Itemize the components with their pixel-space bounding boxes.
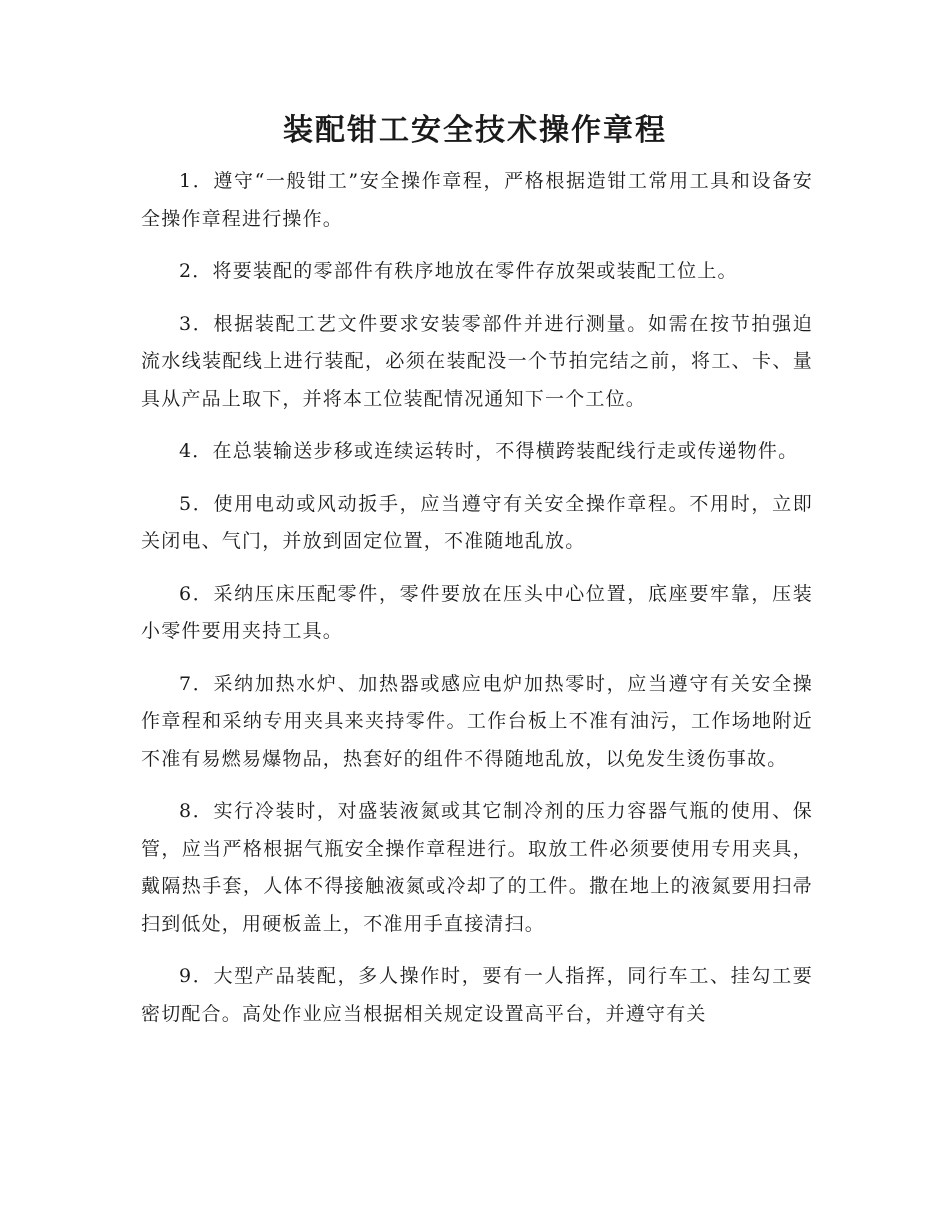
paragraph-1: 1．遵守“一般钳工”安全操作章程，严格根据造钳工常用工具和设备安全操作章程进行操作。 (141, 170, 813, 230)
document-title: 装配钳工安全技术操作章程 (283, 113, 667, 148)
paragraph-7: 7．采纳加热水炉、加热器或感应电炉加热零时，应当遵守有关安全操作章程和采纳专用夹具来夹持零件。工作台板上不准有油污，工作场地附近不准有易燃易爆物品，热套好的组件不得随地乱放，以免发生烫伤事故。 (141, 672, 813, 770)
paragraph-5: 5．使用电动或风动扳手，应当遵守有关安全操作章程。不用时，立即关闭电、气门，并放到固定位置，不准随地乱放。 (141, 492, 813, 552)
paragraph-8: 8．实行冷装时，对盛装液氮或其它制冷剂的压力容器气瓶的使用、保管，应当严格根据气瓶安全操作章程进行。取放工件必须要使用专用夹具，戴隔热手套，人体不得接触液氮或冷却了的工件。撒在地上的液氮要用扫帚扫到低处，用硬板盖上，不准用手直接清扫。 (141, 800, 813, 935)
paragraph-6: 6．采纳压床压配零件，零件要放在压头中心位置，底座要牢靠，压装小零件要用夹持工具。 (141, 582, 813, 642)
paragraph-3: 3．根据装配工艺文件要求安装零部件并进行测量。如需在按节拍强迫流水线装配线上进行装配，必须在装配没一个节拍完结之前，将工、卡、量具从产品上取下，并将本工位装配情况通知下一个工位。 (141, 312, 813, 410)
document-body (141, 163, 813, 1048)
paragraph-2: 2．将要装配的零部件有秩序地放在零件存放架或装配工位上。 (179, 260, 738, 282)
paragraph-4: 4．在总装输送步移或连续运转时，不得横跨装配线行走或传递物件。 (179, 440, 799, 462)
paragraph-9: 9．大型产品装配，多人操作时，要有一人指挥，同行车工、挂勾工要密切配合。高处作业应当根据相关规定设置高平台，并遵守有关 (141, 965, 813, 1025)
